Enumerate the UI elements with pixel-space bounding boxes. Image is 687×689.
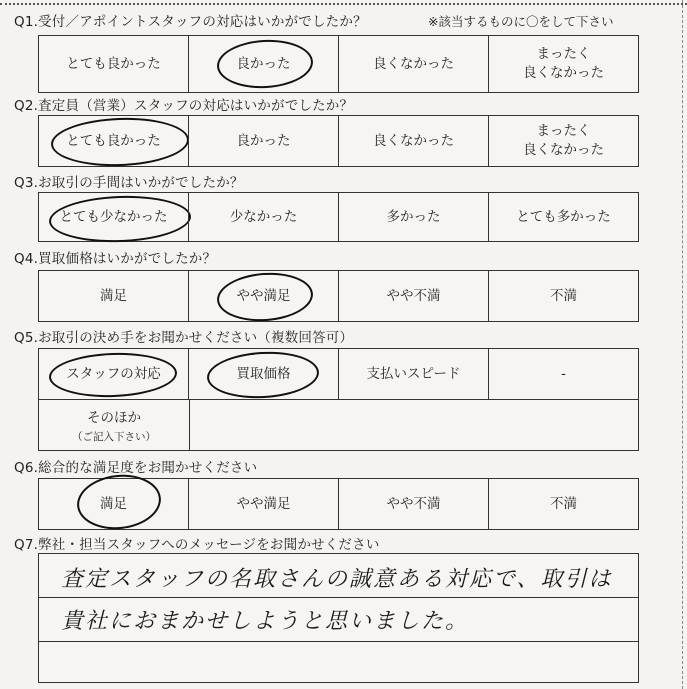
q2-option[interactable] xyxy=(338,116,488,166)
q4-option-label: 不満 xyxy=(550,287,577,304)
message-box[interactable] xyxy=(38,553,639,683)
handwritten-message-line-1: 査定スタッフの名取さんの誠意ある対応で、取引は xyxy=(61,567,613,592)
q1-option-label: まったく 良くなかった xyxy=(523,46,604,81)
q2-option[interactable] xyxy=(188,116,338,166)
q1-label: Q1.受付／アポイントスタッフの対応はいかがでしたか？ xyxy=(14,14,367,30)
q6-option-label: 満足 xyxy=(100,495,127,512)
q5-other-row xyxy=(39,399,638,450)
message-line xyxy=(39,554,638,598)
q4-option[interactable] xyxy=(338,271,488,321)
q1-options xyxy=(38,35,639,93)
q6-option[interactable] xyxy=(488,479,638,529)
q4-option[interactable] xyxy=(39,271,188,321)
q5-options xyxy=(38,348,639,451)
q5-option[interactable] xyxy=(338,349,488,399)
q6-option[interactable] xyxy=(188,479,338,529)
q5-other-label xyxy=(39,400,190,450)
right-dashed-border xyxy=(682,0,683,689)
q2-label: Q2.査定員（営業）スタッフの対応はいかがでしたか？ xyxy=(14,98,354,114)
q3-option-label: とても少なかった xyxy=(59,208,168,225)
q1-option-label: 良かった xyxy=(236,55,291,72)
q2-options xyxy=(38,115,639,167)
q4-option-label: 満足 xyxy=(100,287,127,304)
q6-option-label: やや満足 xyxy=(236,495,291,512)
q3-option-label: とても多かった xyxy=(516,208,611,225)
message-line xyxy=(39,598,638,642)
q3-option[interactable] xyxy=(39,193,188,241)
q2-option-label: とても良かった xyxy=(66,132,161,149)
q6-label: Q6.総合的な満足度をお聞かせください xyxy=(14,460,258,476)
q2-option[interactable] xyxy=(488,116,638,166)
q1-option-label: とても良かった xyxy=(66,55,161,72)
q6-option[interactable] xyxy=(338,479,488,529)
q3-option[interactable] xyxy=(338,193,488,241)
q4-option[interactable] xyxy=(488,271,638,321)
q3-option-label: 多かった xyxy=(386,208,441,225)
q7-label: Q7.弊社・担当スタッフへのメッセージをお聞かせください xyxy=(14,537,380,553)
handwritten-message-line-2: 貴社におまかせしようと思いました。 xyxy=(61,609,470,634)
q5-option-label: 支払いスピード xyxy=(366,365,461,382)
q2-option-label: まったく 良くなかった xyxy=(523,123,604,158)
q6-option[interactable] xyxy=(39,479,188,529)
q5-other-note: （ご記入下さい） xyxy=(72,431,156,443)
top-dotted-border xyxy=(0,3,687,5)
q1-option[interactable] xyxy=(188,36,338,92)
q5-other-text: そのほか xyxy=(87,410,141,426)
q1-option[interactable] xyxy=(39,36,188,92)
q4-option-label: やや満足 xyxy=(236,287,291,304)
q5-option-label: 買取価格 xyxy=(236,365,291,382)
q2-option-label: 良くなかった xyxy=(373,132,454,149)
q6-option-label: 不満 xyxy=(550,495,577,512)
q2-option[interactable] xyxy=(39,116,188,166)
q5-label: Q5.お取引の決め手をお聞かせください（複数回答可） xyxy=(14,330,354,346)
q1-option-label: 良くなかった xyxy=(373,55,454,72)
q2-option-label: 良かった xyxy=(236,132,291,149)
q3-label: Q3.お取引の手間はいかがでしたか？ xyxy=(14,175,244,191)
q6-options xyxy=(38,478,639,530)
q3-option-label: 少なかった xyxy=(229,208,298,225)
q3-option[interactable] xyxy=(488,193,638,241)
q4-options xyxy=(38,270,639,322)
q5-option-label: - xyxy=(561,365,566,382)
q5-option[interactable] xyxy=(488,349,638,399)
q5-row xyxy=(39,349,638,399)
q5-other-input[interactable] xyxy=(190,400,638,450)
q5-option[interactable] xyxy=(188,349,338,399)
q1-option[interactable] xyxy=(338,36,488,92)
q4-option-label: やや不満 xyxy=(386,287,441,304)
q1-option[interactable] xyxy=(488,36,638,92)
q6-option-label: やや不満 xyxy=(386,495,441,512)
instruction-note: ※該当するものに〇をして下さい xyxy=(428,14,614,29)
q3-options xyxy=(38,192,639,242)
q3-option[interactable] xyxy=(188,193,338,241)
q4-option[interactable] xyxy=(188,271,338,321)
message-line xyxy=(39,642,638,682)
q5-option-label: スタッフの対応 xyxy=(66,365,161,382)
q5-option[interactable] xyxy=(39,349,188,399)
q4-label: Q4.買取価格はいかがでしたか？ xyxy=(14,251,217,267)
